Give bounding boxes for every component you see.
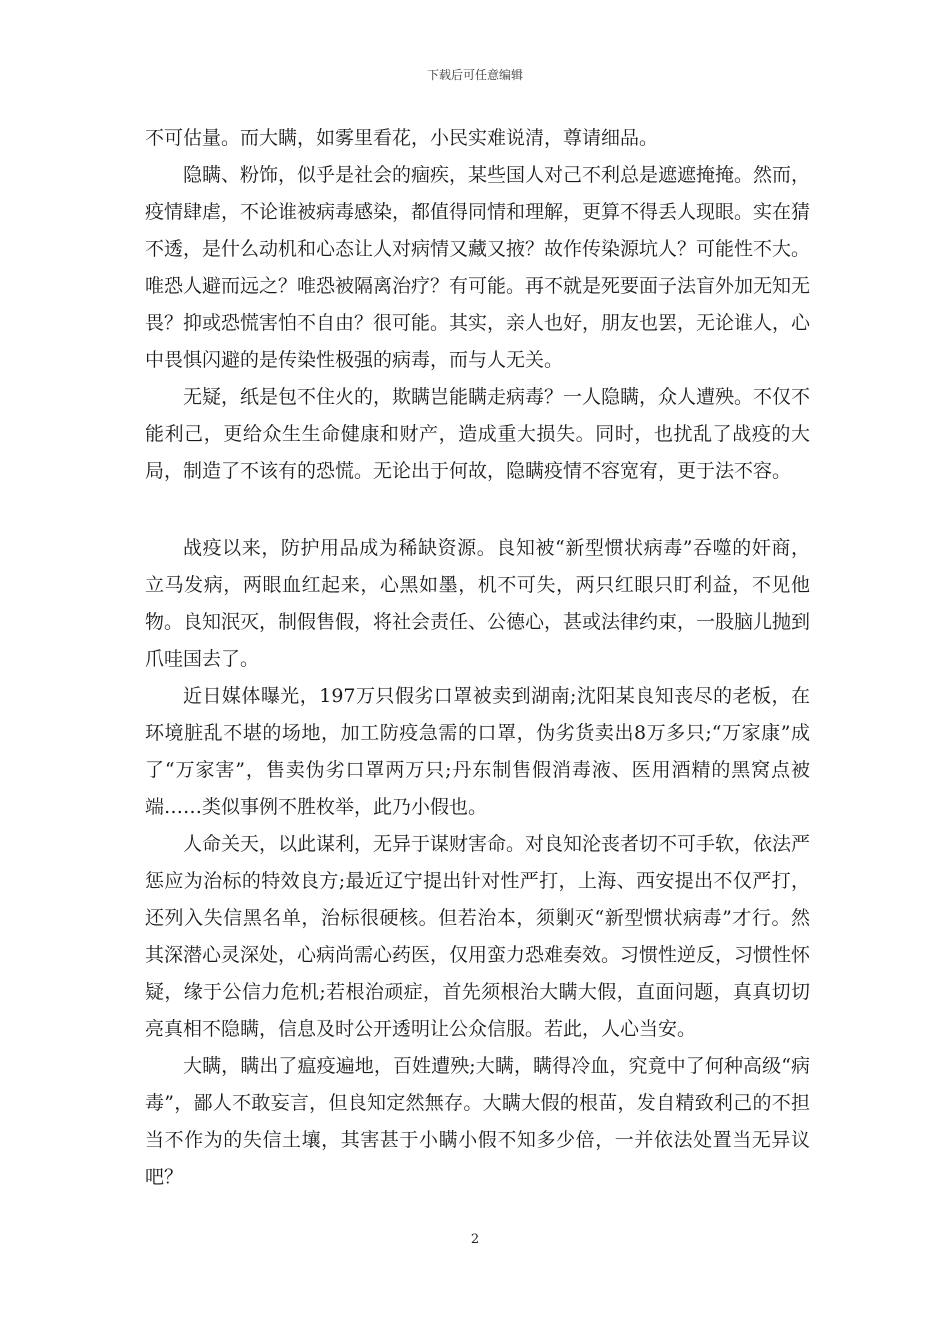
paragraph-6: 人命关天，以此谋利，无异于谋财害命。对良知沦丧者切不可手软，依法严惩应为治标的特效良方;最近辽宁提出针对性严打，上海、西安提出不仅严打，还列入失信黑名单，治标很硬核。但若治本，须剿灭“新型惯状病毒”才行。然其深潜心灵深处，心病尚需心药医，仅用蛮力恐难奏效。习惯性逆反，习惯性怀疑，缘于公信力危机;若根治顽症，首先须根治大瞒大假，直面问题，真真切切亮真相不隐瞒，信息及时公开透明让公众信服。若此，人心当安。 — [145, 833, 811, 1040]
page-header: 下载后可任意编辑 — [426, 68, 523, 82]
section-gap — [145, 490, 810, 530]
document-body — [145, 120, 810, 1196]
page-number: 2 — [470, 1232, 480, 1247]
paragraph-1: 不可估量。而大瞒，如雾里看花，小民实难说清，尊请细品。 — [145, 127, 659, 149]
paragraph-3: 无疑，纸是包不住火的，欺瞒岂能瞒走病毒？一人隐瞒，众人遭殃。不仅不能利己，更给众生生命健康和财产，造成重大损失。同时，也扰乱了战疫的大局，制造了不该有的恐慌。无论出于何故，隐瞒疫情不容宽宥，更于法不容。 — [145, 386, 811, 482]
paragraph-5: 近日媒体曝光，197万只假劣口罩被卖到湖南;沈阳某良知丧尽的老板，在环境脏乱不堪的场地，加工防疫急需的口罩，伪劣货卖出8万多只;“万家康”成了“万家害”，售卖伪劣口罩两万只;丹东制售假消毒液、医用酒精的黑窝点被端……类似事例不胜枚举，此乃小假也。 — [145, 685, 810, 818]
paragraph-4: 战疫以来，防护用品成为稀缺资源。良知被“新型惯状病毒”吞噬的奸商，立马发病，两眼血红起来，心黑如墨，机不可失，两只红眼只盯利益，不见他物。良知泯灭，制假售假，将社会责任、公德心，甚或法律约束，一股脑儿抛到爪哇国去了。 — [145, 537, 811, 670]
paragraph-2: 隐瞒、粉饰，似乎是社会的痼疾，某些国人对己不利总是遮遮掩掩。然而，疫情肆虐，不论谁被病毒感染，都值得同情和理解，更算不得丢人现眼。实在猜不透，是什么动机和心态让人对病情又藏又掖？故作传染源坑人？可能性不大。唯恐人避而远之？唯恐被隔离治疗？有可能。再不就是死要面子法盲外加无知无畏？抑或恐慌害怕不自由？很可能。其实，亲人也好，朋友也罢，无论谁人，心中畏惧闪避的是传染性极强的病毒，而与人无关。 — [145, 164, 811, 371]
paragraph-7: 大瞒，瞒出了瘟疫遍地，百姓遭殃;大瞒，瞒得冷血，究竟中了何种高级“病毒”，鄙人不敢妄言，但良知定然無存。大瞒大假的根苗，发自精致利己的不担当不作为的失信土壤，其害甚于小瞒小假不知多少倍，一并依法处置当无异议吧？ — [145, 1055, 810, 1188]
